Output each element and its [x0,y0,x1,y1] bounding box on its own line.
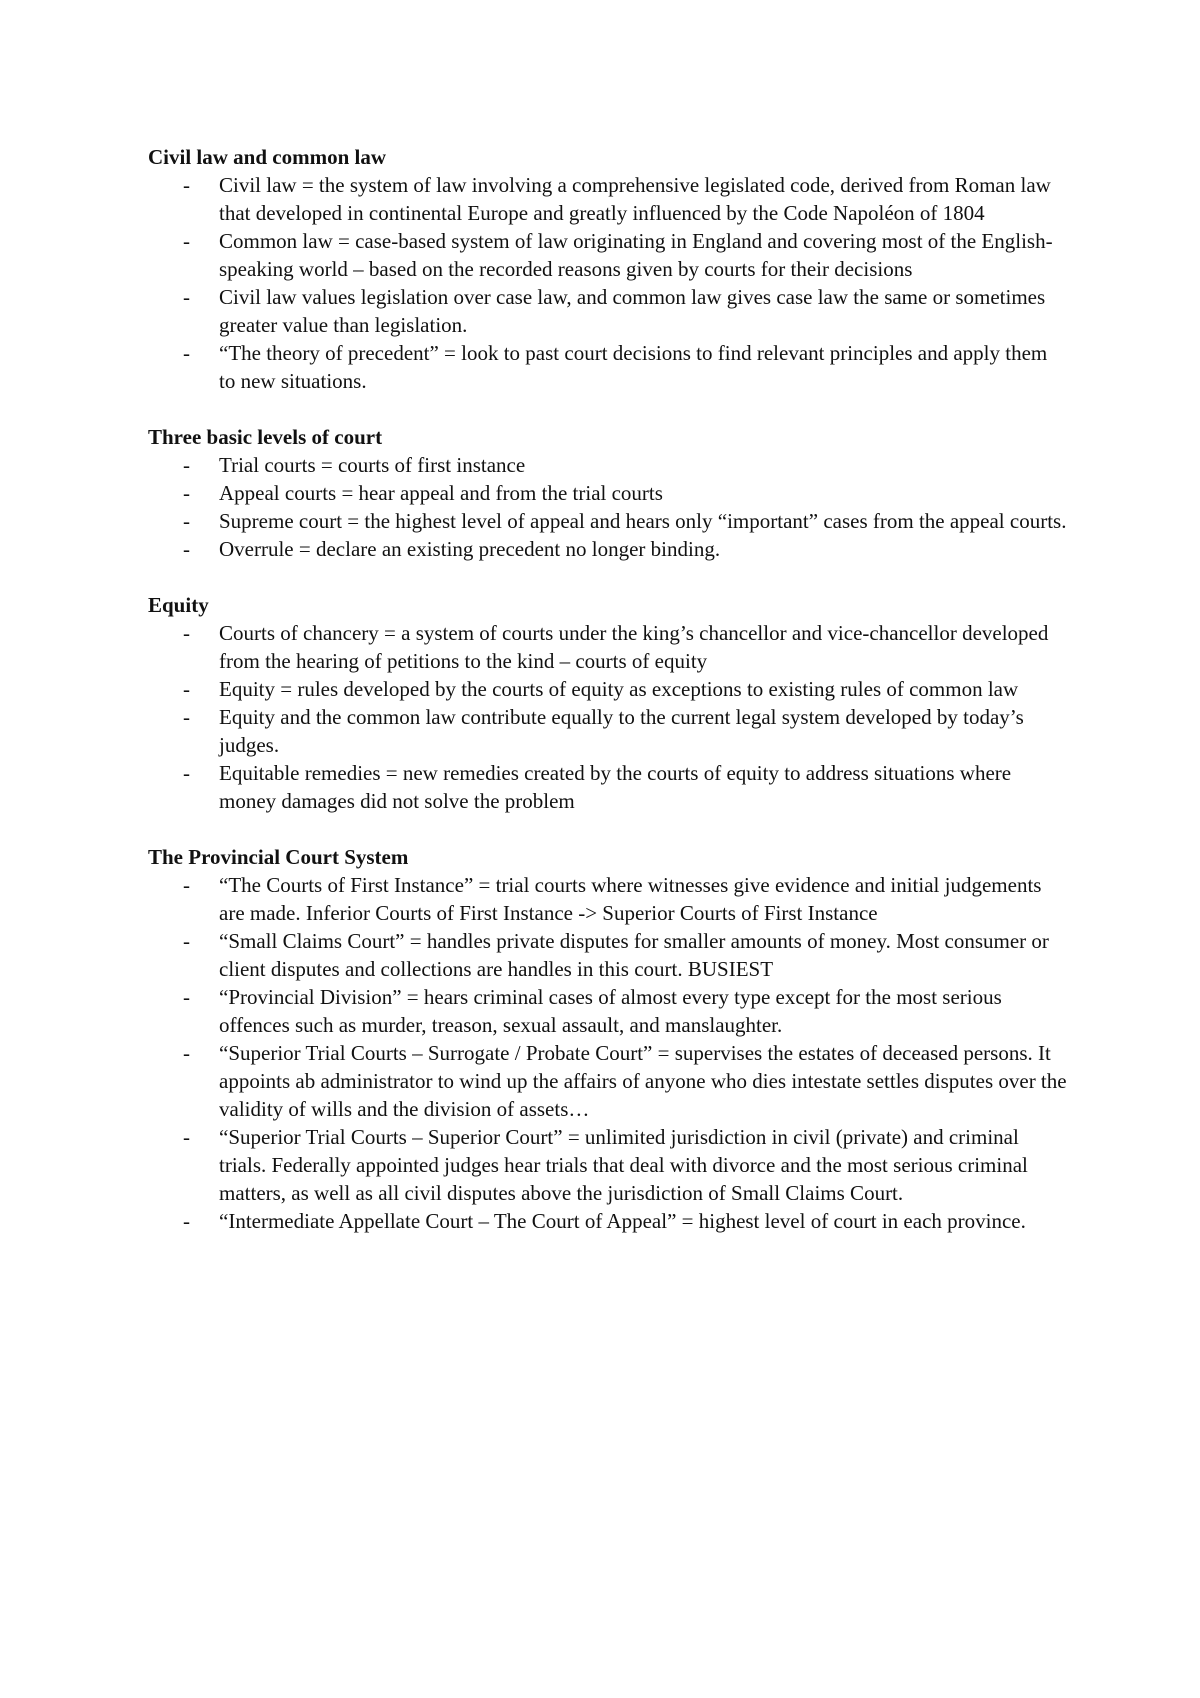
dash-bullet: - [183,285,190,309]
list-item [148,1039,1068,1123]
list-item [148,871,1068,927]
dash-bullet: - [183,229,190,253]
document-page [148,143,1068,1263]
item-text: Civil law = the system of law involving a comprehensive legislated code, derived from Roman law that developed in continental Europe and greatly influenced by the Code Napoléon of 1804 [219,173,1051,225]
section-heading: The Provincial Court System [148,845,409,869]
section-provincial-court-system [148,843,1068,1235]
item-text: “Superior Trial Courts – Surrogate / Probate Court” = supervises the estates of deceased persons. It appoints ab administrator to wind up the affairs of anyone who dies intestate settles disputes over the validity of wills and the division of assets… [219,1041,1067,1121]
bullet-list [148,619,1068,815]
dash-bullet: - [183,509,190,533]
list-item [148,1123,1068,1207]
list-item [148,703,1068,759]
list-item [148,983,1068,1039]
list-item [148,227,1068,283]
item-text: Trial courts = courts of first instance [219,453,526,477]
dash-bullet: - [183,453,190,477]
list-item [148,759,1068,815]
list-item [148,1207,1068,1235]
list-item [148,283,1068,339]
bullet-list [148,171,1068,395]
section-heading: Equity [148,593,209,617]
item-text: Equity and the common law contribute equally to the current legal system developed by today’s judges. [219,705,1024,757]
item-text: “Superior Trial Courts – Superior Court” = unlimited jurisdiction in civil (private) and criminal trials. Federally appointed judges hear trials that deal with divorce and the most serious criminal matters, as well as all civil disputes above the jurisdiction of Small Claims Court. [219,1125,1028,1205]
dash-bullet: - [183,1125,190,1149]
dash-bullet: - [183,173,190,197]
item-text: Common law = case-based system of law originating in England and covering most of the English-speaking world – based on the recorded reasons given by courts for their decisions [219,229,1053,281]
item-text: “Small Claims Court” = handles private disputes for smaller amounts of money. Most consumer or client disputes and collections are handles in this court. BUSIEST [219,929,1049,981]
dash-bullet: - [183,985,190,1009]
section-heading: Civil law and common law [148,145,387,169]
list-item [148,171,1068,227]
dash-bullet: - [183,705,190,729]
section-court-levels [148,423,1068,563]
list-item [148,339,1068,395]
dash-bullet: - [183,873,190,897]
dash-bullet: - [183,341,190,365]
section-heading: Three basic levels of court [148,425,383,449]
section-equity [148,591,1068,815]
bullet-list [148,871,1068,1235]
list-item [148,535,1068,563]
item-text: Overrule = declare an existing precedent no longer binding. [219,537,721,561]
bullet-list [148,451,1068,563]
dash-bullet: - [183,761,190,785]
dash-bullet: - [183,481,190,505]
list-item [148,927,1068,983]
item-text: Appeal courts = hear appeal and from the trial courts [219,481,663,505]
list-item [148,675,1068,703]
dash-bullet: - [183,1041,190,1065]
list-item [148,507,1068,535]
list-item [148,479,1068,507]
item-text: “Intermediate Appellate Court – The Court of Appeal” = highest level of court in each province. [219,1209,1026,1233]
item-text: “The Courts of First Instance” = trial courts where witnesses give evidence and initial judgements are made. Inferior Courts of First Instance -> Superior Courts of First Instance [219,873,1042,925]
dash-bullet: - [183,1209,190,1233]
dash-bullet: - [183,929,190,953]
list-item [148,619,1068,675]
dash-bullet: - [183,621,190,645]
dash-bullet: - [183,537,190,561]
section-civil-common-law [148,143,1068,395]
item-text: “The theory of precedent” = look to past court decisions to find relevant principles and apply them to new situations. [219,341,1048,393]
item-text: Supreme court = the highest level of appeal and hears only “important” cases from the appeal courts. [219,509,1067,533]
item-text: Civil law values legislation over case law, and common law gives case law the same or sometimes greater value than legislation. [219,285,1046,337]
list-item [148,451,1068,479]
dash-bullet: - [183,677,190,701]
item-text: “Provincial Division” = hears criminal cases of almost every type except for the most serious offences such as murder, treason, sexual assault, and manslaughter. [219,985,1002,1037]
item-text: Courts of chancery = a system of courts under the king’s chancellor and vice-chancellor developed from the hearing of petitions to the kind – courts of equity [219,621,1049,673]
item-text: Equitable remedies = new remedies created by the courts of equity to address situations where money damages did not solve the problem [219,761,1012,813]
item-text: Equity = rules developed by the courts of equity as exceptions to existing rules of common law [219,677,1019,701]
